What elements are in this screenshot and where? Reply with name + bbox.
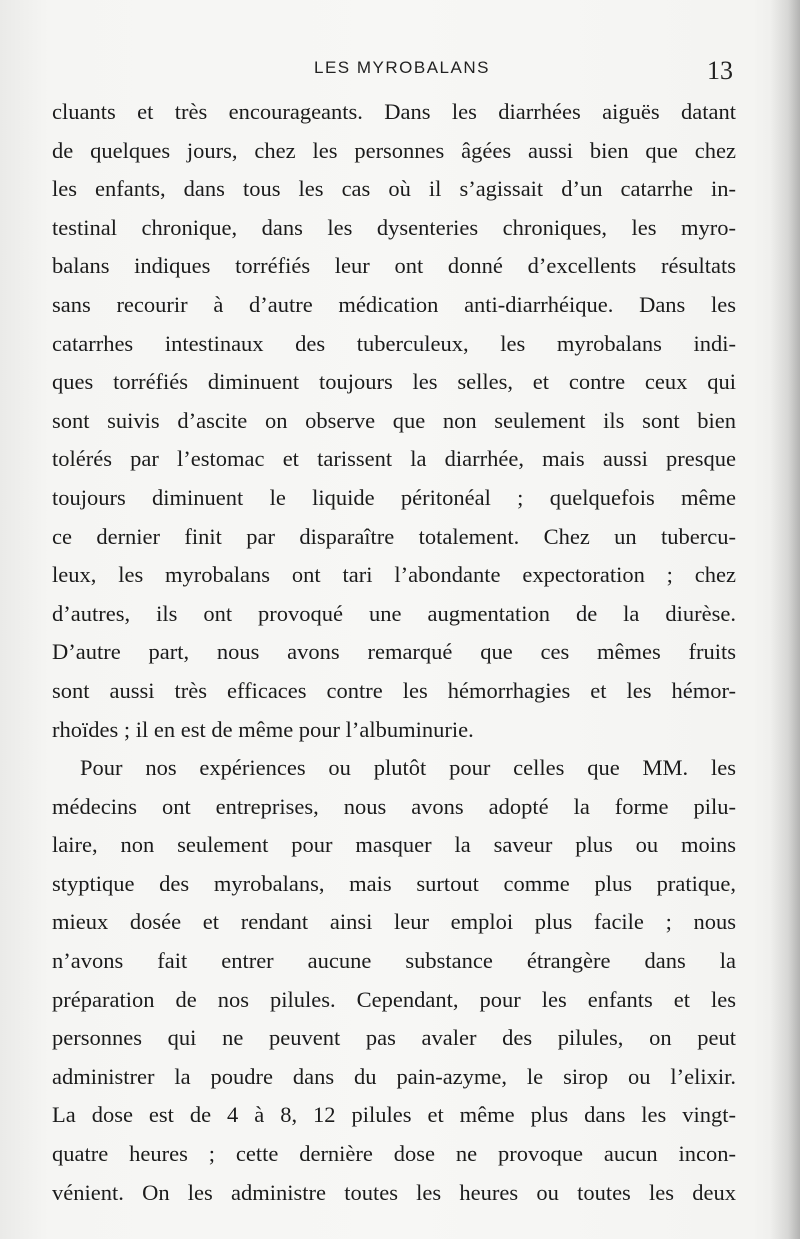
text-line: d’autres, ils ont provoqué une augmentation de la diurèse. (52, 600, 736, 626)
text-line: styptique des myrobalans, mais surtout comme plus pratique, (52, 870, 736, 896)
text-line: ce dernier finit par disparaître totalement. Chez un tubercu- (52, 523, 736, 549)
text-line: ques torréfiés diminuent toujours les selles, et contre ceux qui (52, 369, 736, 395)
text-line: mieux dosée et rendant ainsi leur emploi plus facile ; nous (52, 909, 736, 935)
paragraph-start-line: Pour nos expériences ou plutôt pour celles que MM. les (80, 755, 736, 781)
page-header (0, 58, 800, 84)
text-line: laire, non seulement pour masquer la saveur plus ou moins (52, 832, 736, 858)
text-line: sans recourir à d’autre médication anti-diarrhéique. Dans les (52, 291, 736, 317)
text-line: toujours diminuent le liquide péritonéal ; quelquefois même (52, 484, 736, 510)
text-line: rhoïdes ; il en est de même pour l’albuminurie. (52, 716, 474, 742)
text-line: leux, les myrobalans ont tari l’abondante expectoration ; chez (52, 562, 736, 588)
text-line: La dose est de 4 à 8, 12 pilules et même plus dans les vingt- (52, 1102, 736, 1128)
running-title: LES MYROBALANS (314, 58, 490, 77)
text-line: catarrhes intestinaux des tuberculeux, les myrobalans indi- (52, 330, 736, 356)
text-line: vénient. On les administre toutes les heures ou toutes les deux (52, 1179, 736, 1205)
text-line: médecins ont entreprises, nous avons adopté la forme pilu- (52, 793, 736, 819)
text-line: n’avons fait entrer aucune substance étrangère dans la (52, 948, 736, 974)
text-line: sont aussi très efficaces contre les hémorrhagies et les hémor- (52, 677, 736, 703)
text-line: de quelques jours, chez les personnes âgées aussi bien que chez (52, 137, 736, 163)
text-line: administrer la poudre dans du pain-azyme, le sirop ou l’elixir. (52, 1063, 736, 1089)
text-line: personnes qui ne peuvent pas avaler des pilules, on peut (52, 1025, 736, 1051)
text-line: D’autre part, nous avons remarqué que ces mêmes fruits (52, 639, 736, 665)
text-line: testinal chronique, dans les dysenteries chroniques, les myro- (52, 214, 736, 240)
body-text (52, 93, 736, 1212)
page-edge-shadow (770, 0, 800, 1239)
text-line: cluants et très encourageants. Dans les diarrhées aiguës datant (52, 99, 736, 124)
text-line: tolérés par l’estomac et tarissent la diarrhée, mais aussi presque (52, 446, 736, 472)
text-line: quatre heures ; cette dernière dose ne provoque aucun incon- (52, 1141, 736, 1167)
text-line: les enfants, dans tous les cas où il s’agissait d’un catarrhe in- (52, 176, 736, 202)
text-line: sont suivis d’ascite on observe que non seulement ils sont bien (52, 407, 736, 433)
text-line: préparation de nos pilules. Cependant, pour les enfants et les (52, 986, 736, 1012)
page-number: 13 (707, 56, 733, 85)
text-line: balans indiques torréfiés leur ont donné d’excellents résultats (52, 253, 736, 279)
